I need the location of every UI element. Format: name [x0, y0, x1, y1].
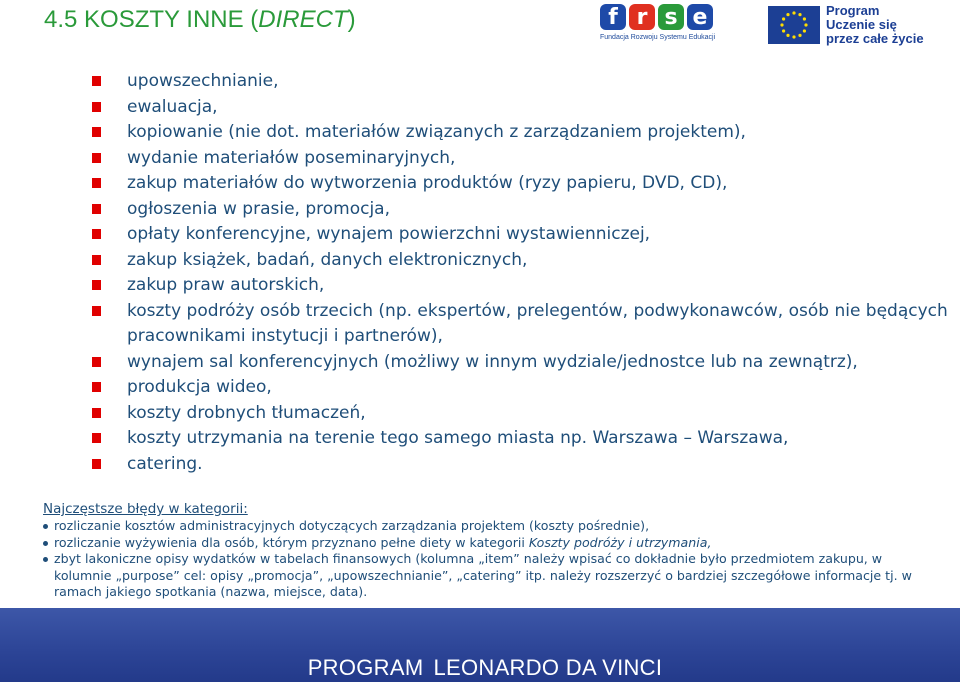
dot-bullet-icon [43, 541, 48, 546]
square-bullet-icon [92, 102, 101, 112]
llp-logo-text [826, 4, 924, 46]
square-bullet-icon [92, 127, 101, 137]
cost-items-list [92, 69, 952, 477]
list-item: catering. [92, 452, 952, 478]
square-bullet-icon [92, 229, 101, 239]
list-item: koszty podróży osób trzecich (np. ekspertów, prelegentów, podwykonawców, osób nie będących pracownikami instytucji i partnerów), [92, 299, 952, 350]
list-item: koszty drobnych tłumaczeń, [92, 401, 952, 427]
llp-line-3: przez całe życie [826, 31, 924, 46]
square-bullet-icon [92, 408, 101, 418]
page-title: 4.5 KOSZTY INNE (DIRECT) [44, 6, 356, 33]
list-item: wynajem sal konferencyjnych (możliwy w innym wydziale/jednostce lub na zewnątrz), [92, 350, 952, 376]
square-bullet-icon [92, 357, 101, 367]
dot-bullet-icon [43, 524, 48, 529]
square-bullet-icon [92, 178, 101, 188]
frse-subtitle: Fundacja Rozwoju Systemu Edukacji [600, 34, 716, 41]
square-bullet-icon [92, 382, 101, 392]
footer-title: PROGRAM LEONARDO DA VINCI [307, 655, 663, 680]
list-item: wydanie materiałów poseminaryjnych, [92, 146, 952, 172]
frse-letter-f: f [600, 4, 626, 30]
list-item: rozliczanie wyżywienia dla osób, którym przyznano pełne diety w kategorii Koszty podróży i utrzymania, [43, 535, 943, 552]
list-item: produkcja wideo, [92, 375, 952, 401]
frse-letter-e: e [687, 4, 713, 30]
list-item: koszty utrzymania na terenie tego samego miasta np. Warszawa – Warszawa, [92, 426, 952, 452]
list-item: zakup materiałów do wytworzenia produktów (ryzy papieru, DVD, CD), [92, 171, 952, 197]
llp-line-1: Program [826, 3, 880, 18]
list-item: zakup książek, badań, danych elektronicznych, [92, 248, 952, 274]
frse-letter-s: s [658, 4, 684, 30]
errors-list [43, 518, 943, 601]
square-bullet-icon [92, 459, 101, 469]
list-item: zakup praw autorskich, [92, 273, 952, 299]
square-bullet-icon [92, 280, 101, 290]
eu-flag-icon [768, 6, 820, 44]
list-item: ogłoszenia w prasie, promocja, [92, 197, 952, 223]
square-bullet-icon [92, 433, 101, 443]
errors-heading: Najczęstsze błędy w kategorii: [43, 501, 248, 517]
list-item: ewaluacja, [92, 95, 952, 121]
list-item: rozliczanie kosztów administracyjnych dotyczących zarządzania projektem (koszty pośrednie), [43, 518, 943, 535]
list-item: kopiowanie (nie dot. materiałów związanych z zarządzaniem projektem), [92, 120, 952, 146]
frse-logo [600, 4, 720, 48]
dot-bullet-icon [43, 557, 48, 562]
square-bullet-icon [92, 204, 101, 214]
square-bullet-icon [92, 306, 101, 316]
square-bullet-icon [92, 76, 101, 86]
square-bullet-icon [92, 153, 101, 163]
frse-letter-r: r [629, 4, 655, 30]
list-item: upowszechnianie, [92, 69, 952, 95]
list-item: opłaty konferencyjne, wynajem powierzchni wystawienniczej, [92, 222, 952, 248]
square-bullet-icon [92, 255, 101, 265]
list-item: zbyt lakoniczne opisy wydatków w tabelach finansowych (kolumna „item” należy wpisać co dokładnie było przedmiotem zakupu, w kolumnie „purpose” cel: opisy „promocja”, „upowszechnianie”, „catering” itp. należy rozszerzyć o bardziej szczegółowe informacje tj. w ramach jakiego spotkania (nazwa, miejsce, data). [43, 551, 943, 601]
llp-line-2: Uczenie się [826, 17, 897, 32]
